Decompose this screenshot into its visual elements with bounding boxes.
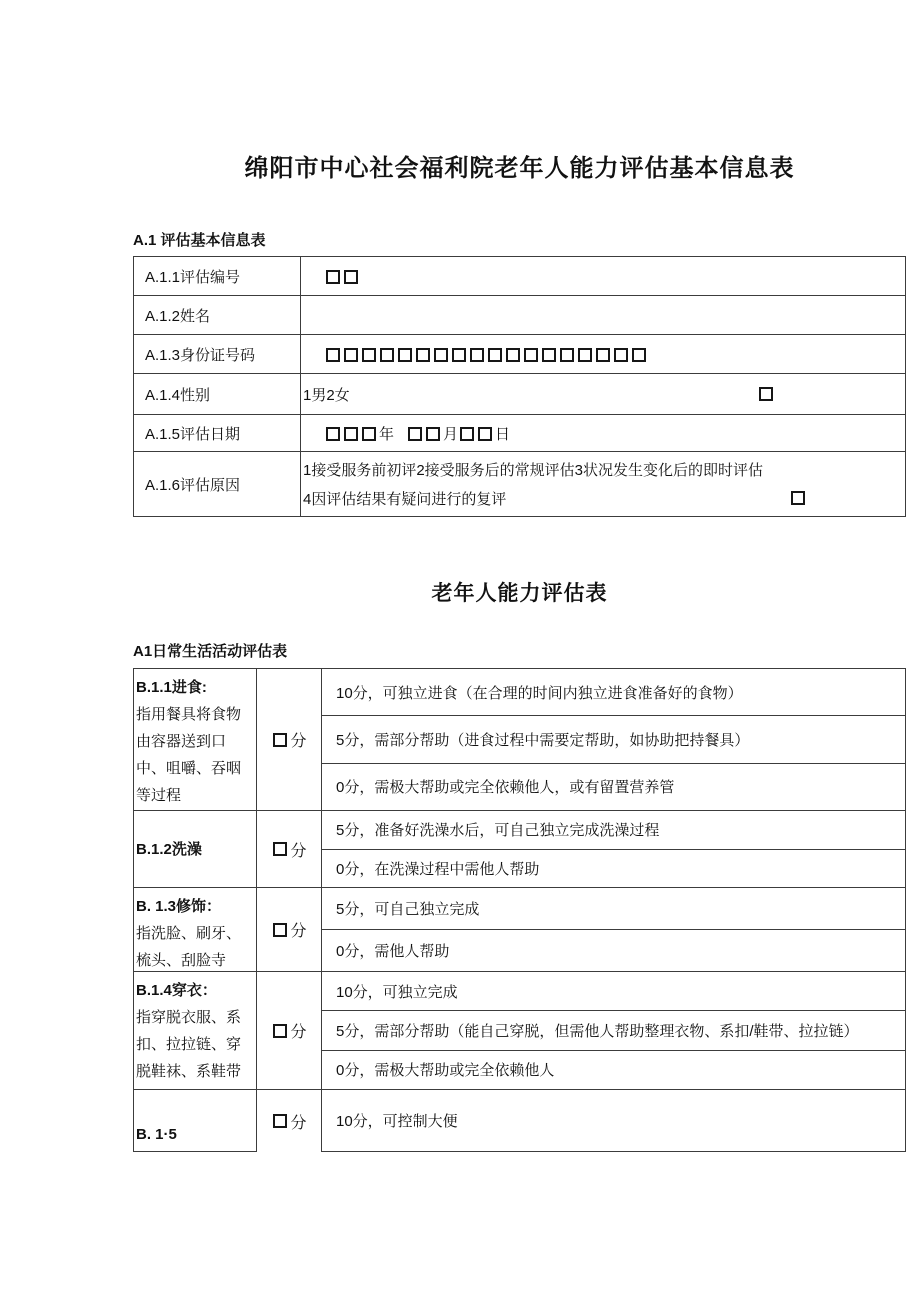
score-checkbox[interactable] xyxy=(273,733,287,747)
adl-row-grooming xyxy=(134,888,905,972)
checkbox[interactable] xyxy=(362,427,376,441)
options-cell xyxy=(322,811,905,887)
name-value[interactable] xyxy=(301,296,905,334)
label-line: 梳头、刮脸寺 xyxy=(136,952,227,969)
adl-row-dressing xyxy=(134,972,905,1090)
score-checkbox[interactable] xyxy=(273,842,287,856)
row-label: A.1.2姓名 xyxy=(134,296,301,334)
assessment-id-value xyxy=(301,257,905,295)
score-cell xyxy=(257,1090,322,1152)
row-label: A.1.4性别 xyxy=(134,374,301,414)
label-line: B. 1.3修饰： xyxy=(136,898,222,915)
checkbox[interactable] xyxy=(416,348,430,362)
month-unit-label: 月 xyxy=(443,425,459,443)
ability-table-title: 老年人能力评估表 xyxy=(431,582,608,605)
table-row-id-number xyxy=(134,335,905,374)
table-row-assessment-reason xyxy=(134,452,905,516)
label-line: 脱鞋袜、系鞋带 xyxy=(136,1063,242,1080)
assessment-id-checkboxes[interactable] xyxy=(324,268,360,285)
table-row-assessment-id xyxy=(134,257,905,296)
score-checkbox[interactable] xyxy=(273,1024,287,1038)
score-option-text: 10分，可独立进食（在合理的时间内独立进食准备好的食物） xyxy=(322,669,905,716)
date-month-segment xyxy=(406,423,458,444)
checkbox[interactable] xyxy=(578,348,592,362)
score-unit-label: 分 xyxy=(290,1114,307,1132)
score-option-text: 0分，需他人帮助 xyxy=(336,943,450,960)
id-number-value xyxy=(301,335,905,373)
table-row-gender xyxy=(134,374,905,415)
score-unit-label: 分 xyxy=(290,1024,307,1041)
score-option-text: 5分，需部分帮助（进食过程中需要定帮助，如协助把持餐具） xyxy=(322,716,905,763)
row-label: A.1.5评估日期 xyxy=(134,415,301,451)
id-number-checkboxes[interactable] xyxy=(324,346,648,363)
options-cell xyxy=(322,669,905,810)
label-line: 扣、拉拉链、穿 xyxy=(136,1036,242,1053)
checkbox[interactable] xyxy=(326,270,340,284)
day-checkboxes[interactable] xyxy=(458,425,494,442)
score-cell xyxy=(257,888,322,971)
gender-value xyxy=(301,374,905,414)
checkbox[interactable] xyxy=(380,348,394,362)
reason-options-line-1: 1接受服务前初评2接受服务后的常规评估3状况发生变化后的即时评估 xyxy=(303,462,764,480)
label-line: B. 1·5 xyxy=(136,1126,177,1143)
score-option-text: 10分，可独立完成 xyxy=(322,972,905,1011)
checkbox[interactable] xyxy=(326,427,340,441)
score-unit-label: 分 xyxy=(290,923,307,940)
options-cell xyxy=(322,1090,905,1152)
year-unit-label: 年 xyxy=(379,425,395,443)
checkbox[interactable] xyxy=(408,427,422,441)
checkbox[interactable] xyxy=(478,427,492,441)
checkbox[interactable] xyxy=(596,348,610,362)
score-checkbox[interactable] xyxy=(273,923,287,937)
checkbox[interactable] xyxy=(614,348,628,362)
checkbox[interactable] xyxy=(560,348,574,362)
checkbox[interactable] xyxy=(524,348,538,362)
document-content xyxy=(133,0,906,1152)
page-title: 绵阳市中心社会福利院老年人能力评估基本信息表 xyxy=(244,155,795,182)
checkbox[interactable] xyxy=(632,348,646,362)
assessment-date-value xyxy=(301,415,905,451)
checkbox[interactable] xyxy=(470,348,484,362)
score-cell xyxy=(257,972,322,1089)
checkbox[interactable] xyxy=(542,348,556,362)
checkbox[interactable] xyxy=(344,348,358,362)
adl-row-bathing xyxy=(134,811,905,888)
score-option-text: 0分，需极大帮助或完全依赖他人 xyxy=(336,1062,555,1080)
checkbox[interactable] xyxy=(326,348,340,362)
checkbox[interactable] xyxy=(344,270,358,284)
checkbox[interactable] xyxy=(460,427,474,441)
date-year-segment xyxy=(324,423,394,444)
score-option-text: 10分，可控制大便 xyxy=(336,1113,458,1130)
day-unit-label: 日 xyxy=(495,425,511,443)
label-line: 中、咀嚼、吞咽 xyxy=(136,760,242,777)
item-label-dressing xyxy=(134,972,257,1089)
date-day-segment xyxy=(458,423,510,444)
gender-options-text: 1男2女 xyxy=(303,386,350,404)
label-line: 等过程 xyxy=(136,787,182,804)
checkbox[interactable] xyxy=(506,348,520,362)
score-checkbox[interactable] xyxy=(273,1114,287,1128)
checkbox[interactable] xyxy=(434,348,448,362)
label-line: B.1.1进食: xyxy=(136,679,207,696)
item-label-eating xyxy=(134,669,257,810)
basic-info-table xyxy=(133,256,906,517)
reason-options-line-2 xyxy=(303,488,905,509)
row-label: A.1.1评估编号 xyxy=(134,257,301,295)
score-option-text: 5分，可自己独立完成 xyxy=(322,888,905,930)
table-row-assessment-date xyxy=(134,415,905,452)
row-label: A.1.6评估原因 xyxy=(134,452,301,516)
label-line: 指用餐具将食物 xyxy=(136,706,242,723)
label-line: B.1.4穿衣： xyxy=(136,982,217,999)
score-option-text: 5分，准备好洗澡水后，可自己独立完成洗澡过程 xyxy=(322,811,905,850)
reason-checkbox[interactable] xyxy=(791,491,805,505)
gender-checkbox[interactable] xyxy=(759,387,773,401)
score-option-text: 0分，在洗澡过程中需他人帮助 xyxy=(336,860,540,878)
label-line: 由容器送到口 xyxy=(136,733,227,750)
score-cell xyxy=(257,669,322,810)
year-checkboxes[interactable] xyxy=(324,425,378,442)
score-unit-label: 分 xyxy=(290,842,307,860)
label-line: 指洗脸、刷牙、 xyxy=(136,925,242,942)
reason-option-4-text: 4因评估结果有疑问进行的复评 xyxy=(303,490,507,508)
table-row-name xyxy=(134,296,905,335)
label-line: B.1.2洗澡 xyxy=(136,840,202,858)
adl-table xyxy=(133,668,906,1152)
adl-row-b15 xyxy=(134,1090,905,1152)
section-label-adl: A1日常生活活动评估表 xyxy=(133,643,288,660)
row-label: A.1.3身份证号码 xyxy=(134,335,301,373)
score-unit-label: 分 xyxy=(290,733,307,750)
item-label-bathing xyxy=(134,811,257,887)
adl-row-eating xyxy=(134,669,905,811)
checkbox[interactable] xyxy=(452,348,466,362)
score-option-text: 5分，需部分帮助（能自己穿脱，但需他人帮助整理衣物、系扣/鞋带、拉拉链） xyxy=(322,1011,905,1050)
section-label-basic-info: A.1 评估基本信息表 xyxy=(133,232,266,249)
item-label-grooming xyxy=(134,888,257,971)
options-cell xyxy=(322,888,905,971)
checkbox[interactable] xyxy=(398,348,412,362)
assessment-reason-value xyxy=(301,452,905,516)
checkbox[interactable] xyxy=(362,348,376,362)
options-cell xyxy=(322,972,905,1089)
score-option-text: 0分，需极大帮助或完全依赖他人，或有留置营养管 xyxy=(336,779,675,797)
label-line: 指穿脱衣服、系 xyxy=(136,1009,242,1026)
score-cell xyxy=(257,811,322,887)
checkbox[interactable] xyxy=(488,348,502,362)
month-checkboxes[interactable] xyxy=(406,425,442,442)
checkbox[interactable] xyxy=(426,427,440,441)
item-label-b15 xyxy=(134,1090,257,1152)
checkbox[interactable] xyxy=(344,427,358,441)
